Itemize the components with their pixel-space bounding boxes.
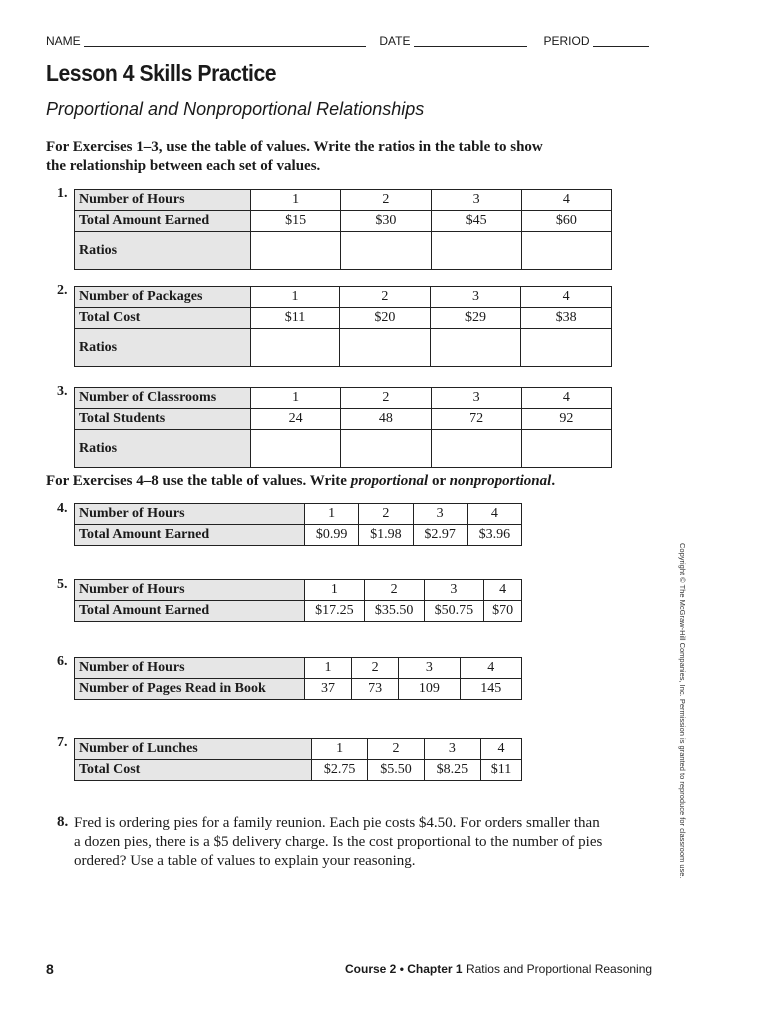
exercise-number: 8. — [57, 814, 69, 830]
table-cell: $0.99 — [305, 525, 359, 546]
table-cell: 3 — [399, 658, 460, 679]
table-cell: 3 — [431, 190, 521, 211]
table-cell: $11 — [251, 308, 340, 329]
exercise-3-table — [74, 387, 612, 468]
exercise-number: 4. — [57, 501, 68, 516]
exercise-number: 6. — [57, 654, 68, 669]
ratio-answer-cell[interactable] — [341, 232, 431, 270]
date-blank[interactable] — [414, 34, 527, 47]
table-cell: 4 — [521, 190, 611, 211]
table-cell: $1.98 — [359, 525, 413, 546]
exercise-8-text: Fred is ordering pies for a family reunion. Each pie costs $4.50. For orders smaller than a dozen pies, there is a $5 delivery charge. Is the cost proportional to the number of pies ordered? Use a table of values to explain your reasoning. — [74, 815, 603, 869]
instructions-2-part2: or — [428, 473, 450, 489]
instructions-2-part3: . — [551, 473, 556, 489]
table-cell: 4 — [521, 388, 611, 409]
footer-chapter: Chapter 1 — [407, 962, 463, 976]
exercise-4-table — [74, 503, 522, 546]
table-cell: $29 — [430, 308, 521, 329]
footer-chapter-title: Ratios and Proportional Reasoning — [465, 962, 653, 976]
table-row — [75, 504, 522, 525]
row-label: Total Students — [75, 409, 251, 430]
table-cell: 72 — [431, 409, 521, 430]
table-cell: 2 — [341, 388, 431, 409]
table-cell: 2 — [340, 287, 431, 308]
table-cell: $20 — [340, 308, 431, 329]
table-cell: $70 — [484, 601, 522, 622]
ratio-row — [75, 430, 612, 468]
row-label: Number of Hours — [75, 190, 251, 211]
table-cell: $8.25 — [424, 760, 480, 781]
period-blank[interactable] — [593, 34, 649, 47]
ratio-answer-cell[interactable] — [251, 232, 341, 270]
table-cell: 48 — [341, 409, 431, 430]
table-cell: 1 — [305, 658, 352, 679]
table-cell: 1 — [312, 739, 368, 760]
table-row — [75, 760, 522, 781]
exercise-5-table — [74, 579, 522, 622]
page-number: 8 — [46, 961, 54, 977]
copyright-notice: Copyright © The McGraw-Hill Companies, Inc. Permission is granted to reproduce for classroom use. — [678, 543, 687, 879]
footer-course-info — [345, 962, 652, 976]
table-cell: $45 — [431, 211, 521, 232]
table-cell: 2 — [359, 504, 413, 525]
table-cell: 2 — [364, 580, 424, 601]
row-label: Number of Hours — [75, 658, 305, 679]
ratio-row — [75, 329, 612, 367]
table-cell: 3 — [431, 388, 521, 409]
ratio-answer-cell[interactable] — [521, 329, 612, 367]
name-blank[interactable] — [84, 34, 366, 47]
ratio-answer-cell[interactable] — [341, 430, 431, 468]
table-row — [75, 525, 522, 546]
table-row — [75, 580, 522, 601]
ratio-answer-cell[interactable] — [431, 430, 521, 468]
row-label: Number of Hours — [75, 504, 305, 525]
exercise-number: 1. — [57, 186, 68, 201]
row-label: Ratios — [75, 232, 251, 270]
exercise-number: 7. — [57, 735, 68, 750]
table-cell: 4 — [467, 504, 521, 525]
table-cell: 1 — [305, 580, 365, 601]
table-cell: 1 — [305, 504, 359, 525]
table-cell: $17.25 — [305, 601, 365, 622]
table-row — [75, 308, 612, 329]
table-cell: 3 — [430, 287, 521, 308]
row-label: Total Cost — [75, 308, 251, 329]
exercise-1-table — [74, 189, 612, 270]
table-row — [75, 679, 522, 700]
row-label: Total Amount Earned — [75, 211, 251, 232]
table-cell: 4 — [460, 658, 521, 679]
table-cell: $3.96 — [467, 525, 521, 546]
table-row — [75, 409, 612, 430]
table-cell: 2 — [368, 739, 424, 760]
exercise-number: 3. — [57, 384, 68, 399]
table-cell: 4 — [484, 580, 522, 601]
table-cell: $11 — [480, 760, 521, 781]
table-cell: $15 — [251, 211, 341, 232]
row-label: Total Amount Earned — [75, 525, 305, 546]
table-cell: 1 — [251, 190, 341, 211]
exercise-number: 5. — [57, 577, 68, 592]
page-subtitle: Proportional and Nonproportional Relationships — [46, 99, 425, 119]
period-label: PERIOD — [543, 34, 590, 48]
table-cell: $60 — [521, 211, 611, 232]
row-label: Number of Pages Read in Book — [75, 679, 305, 700]
row-label: Ratios — [75, 329, 251, 367]
header-fields — [46, 34, 649, 48]
table-cell: 73 — [352, 679, 399, 700]
ratio-answer-cell[interactable] — [251, 430, 341, 468]
row-label: Total Cost — [75, 760, 312, 781]
table-row — [75, 190, 612, 211]
row-label: Number of Hours — [75, 580, 305, 601]
table-row — [75, 739, 522, 760]
page-title: Lesson 4 Skills Practice — [46, 60, 277, 86]
exercise-6-table — [74, 657, 522, 700]
footer-course: Course 2 — [345, 962, 397, 976]
row-label: Number of Classrooms — [75, 388, 251, 409]
instructions-2-part1: For Exercises 4–8 use the table of values. Write — [46, 473, 351, 489]
table-cell: 1 — [251, 287, 340, 308]
ratio-answer-cell[interactable] — [521, 430, 611, 468]
date-label: DATE — [379, 34, 411, 48]
table-cell: 92 — [521, 409, 611, 430]
footer-bullet: • — [399, 962, 404, 976]
ratio-row — [75, 232, 612, 270]
table-cell: 2 — [341, 190, 431, 211]
table-cell: 3 — [413, 504, 467, 525]
table-cell: 4 — [521, 287, 612, 308]
table-cell: 24 — [251, 409, 341, 430]
table-cell: 145 — [460, 679, 521, 700]
table-cell: 4 — [480, 739, 521, 760]
table-row — [75, 388, 612, 409]
table-cell: $50.75 — [424, 601, 484, 622]
table-row — [75, 211, 612, 232]
ratio-answer-cell[interactable] — [251, 329, 340, 367]
table-row — [75, 287, 612, 308]
instructions-2-word2: nonproportional — [449, 473, 552, 489]
ratio-answer-cell[interactable] — [340, 329, 431, 367]
table-cell: 37 — [305, 679, 352, 700]
table-cell: 2 — [352, 658, 399, 679]
table-cell: $30 — [341, 211, 431, 232]
table-cell: $5.50 — [368, 760, 424, 781]
table-row — [75, 658, 522, 679]
ratio-answer-cell[interactable] — [521, 232, 611, 270]
table-cell: $38 — [521, 308, 612, 329]
table-cell: 109 — [399, 679, 460, 700]
row-label: Total Amount Earned — [75, 601, 305, 622]
table-cell: $2.75 — [312, 760, 368, 781]
name-label: NAME — [46, 34, 81, 48]
ratio-answer-cell[interactable] — [430, 329, 521, 367]
instructions-2-word1: proportional — [350, 473, 429, 489]
table-row — [75, 601, 522, 622]
row-label: Number of Lunches — [75, 739, 312, 760]
table-cell: 3 — [424, 580, 484, 601]
ratio-answer-cell[interactable] — [431, 232, 521, 270]
row-label: Ratios — [75, 430, 251, 468]
table-cell: $2.97 — [413, 525, 467, 546]
table-cell: $35.50 — [364, 601, 424, 622]
table-cell: 1 — [251, 388, 341, 409]
exercise-number: 2. — [57, 283, 68, 298]
exercise-7-table — [74, 738, 522, 781]
exercise-2-table — [74, 286, 612, 367]
row-label: Number of Packages — [75, 287, 251, 308]
instructions-2 — [46, 472, 555, 491]
table-cell: 3 — [424, 739, 480, 760]
instructions-1: For Exercises 1–3, use the table of values. Write the ratios in the table to show the relationship between each set of values. — [46, 139, 543, 174]
